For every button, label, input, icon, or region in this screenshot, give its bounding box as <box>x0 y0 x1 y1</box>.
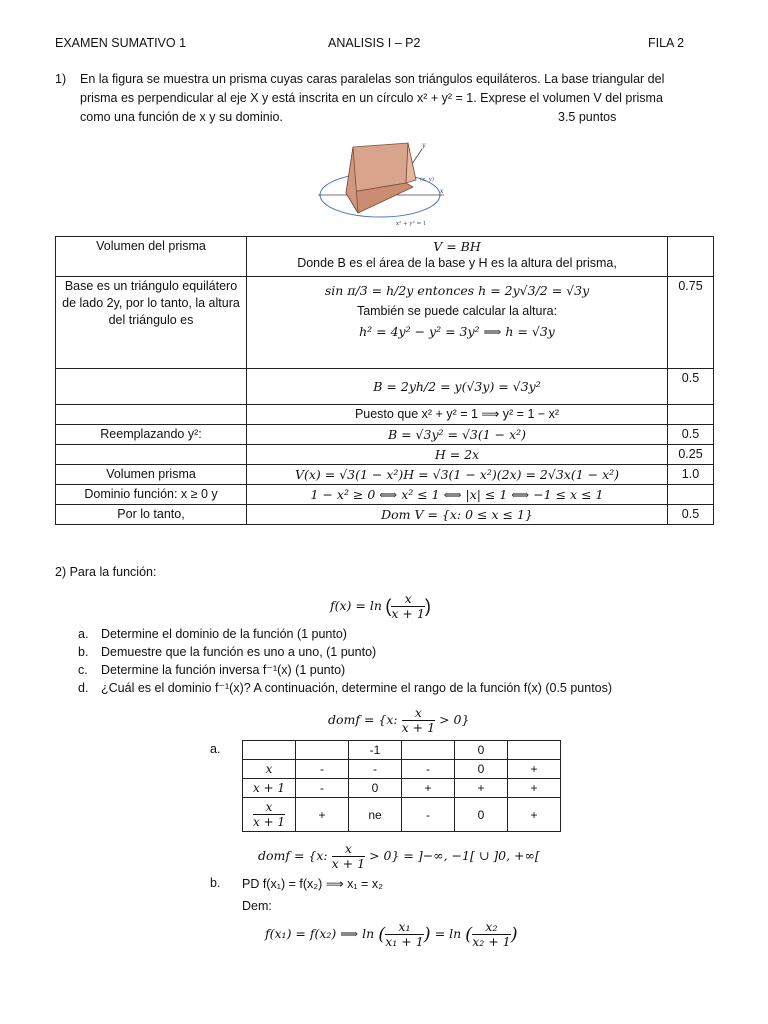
paren-left: ( <box>385 596 392 616</box>
table-cell <box>296 741 349 760</box>
formula: 1 − x² ≥ 0 ⟺ x² ≤ 1 ⟺ |x| ≤ 1 ⟺ −1 ≤ x ≤ 1 <box>247 485 668 505</box>
table-row <box>56 485 714 505</box>
table-cell: + <box>508 760 561 779</box>
paren-right: ) <box>510 924 518 945</box>
question-1 <box>55 70 715 127</box>
table-row <box>56 237 714 277</box>
table-row <box>243 741 561 760</box>
table-cell: 0 <box>455 741 508 760</box>
table-cell: - <box>296 760 349 779</box>
table-cell: Volumen del prisma <box>56 237 247 277</box>
eq-num-1: x₁ <box>385 920 423 935</box>
header-right: FILA 2 <box>648 36 685 50</box>
question-1-text <box>80 70 715 127</box>
sign-table <box>242 740 561 832</box>
table-cell: Volumen prisma <box>56 465 247 485</box>
table-cell: Reemplazando y²: <box>56 425 247 445</box>
formula: H = 2x <box>247 445 668 465</box>
table-cell: -1 <box>349 741 402 760</box>
domf2-num: x <box>332 842 365 857</box>
domf2-den: x + 1 <box>331 856 366 871</box>
table-cell <box>56 445 247 465</box>
domain-result <box>258 842 540 871</box>
header-center: ANALISIS I – P2 <box>328 36 421 50</box>
domf-den: x + 1 <box>401 720 436 735</box>
domf-num: x <box>402 706 435 721</box>
question-1-number: 1) <box>55 72 67 86</box>
table-row <box>56 465 714 485</box>
figure-circle-label: x² + y² = 1 <box>396 221 427 227</box>
table-cell <box>243 741 296 760</box>
domf-lhs: domf = {x: <box>328 712 398 727</box>
function-definition <box>330 592 431 621</box>
table-cell: + <box>296 798 349 832</box>
formula: Dom V = {x: 0 ≤ x ≤ 1} <box>247 505 668 525</box>
page-header <box>55 36 685 52</box>
points-cell: 0.5 <box>668 505 714 525</box>
part-a-label: a. <box>210 742 221 756</box>
points-cell: 0.75 <box>668 277 714 369</box>
eq-den-1: x₁ + 1 <box>385 934 424 949</box>
part-b-label: b. <box>210 876 221 890</box>
formula: B = √3y² = √3(1 − x²) <box>247 425 668 445</box>
formula: V = BH <box>433 239 481 254</box>
table-cell <box>402 741 455 760</box>
part-letter: a. <box>78 627 89 641</box>
table-cell: + <box>508 779 561 798</box>
table-cell <box>247 277 668 369</box>
table-cell <box>247 237 668 277</box>
table-cell <box>508 741 561 760</box>
question-2-intro: 2) Para la función: <box>55 565 157 579</box>
eq-den-2: x₂ + 1 <box>472 934 511 949</box>
eq-fraction-1 <box>385 920 423 949</box>
table-row <box>56 445 714 465</box>
table-cell: ne <box>349 798 402 832</box>
table-cell: 0 <box>349 779 402 798</box>
table-row <box>56 369 714 405</box>
question-1-points: 3.5 puntos <box>558 110 617 124</box>
points-cell <box>668 237 714 277</box>
points-cell <box>668 485 714 505</box>
ratio-fraction <box>253 800 285 829</box>
list-item <box>78 661 612 679</box>
eq-num-2: x₂ <box>472 920 510 935</box>
solution-table-1 <box>55 236 714 525</box>
fx-fraction <box>391 592 424 621</box>
points-cell: 0.5 <box>668 369 714 405</box>
proof-equation <box>265 920 518 949</box>
table-row <box>243 798 561 832</box>
domf2-rhs: > 0} = ]−∞, −1[ ∪ ]0, +∞[ <box>369 848 540 863</box>
table-cell: - <box>349 760 402 779</box>
figure-y-label: y <box>422 142 426 149</box>
header-left: EXAMEN SUMATIVO 1 <box>55 36 187 50</box>
domf-rhs: > 0} <box>439 712 470 727</box>
paren-left: ( <box>378 924 386 945</box>
table-cell: 0 <box>455 798 508 832</box>
eq-fraction-2 <box>472 920 510 949</box>
table-row <box>243 760 561 779</box>
domf2-fraction <box>332 842 365 871</box>
table-row <box>56 277 714 369</box>
question-1-line-1: En la figura se muestra un prisma cuyas caras paralelas son triángulos equiláteros. La base triangular del <box>80 72 665 86</box>
table-cell: x <box>243 760 296 779</box>
points-cell: 1.0 <box>668 465 714 485</box>
proof-label: Dem: <box>242 899 272 913</box>
part-text: Demuestre que la función es uno a uno, (1 punto) <box>101 645 377 659</box>
table-text: Donde B es el área de la base y H es la altura del prisma, <box>297 256 617 270</box>
prism-figure <box>318 135 448 230</box>
table-cell: Base es un triángulo equilátero de lado 2y, por lo tanto, la altura del triángulo es <box>56 277 247 369</box>
question-2-parts <box>78 625 612 697</box>
eq-lhs: f(x₁) = f(x₂) ⟹ ln <box>265 926 375 941</box>
fx-lhs: f(x) = ln <box>330 597 382 613</box>
table-cell: + <box>508 798 561 832</box>
paren-left: ( <box>465 924 473 945</box>
question-1-line-2: prisma es perpendicular al eje X y está inscrita en un círculo x² + y² = 1. Exprese el volumen V del prisma <box>80 91 663 105</box>
table-cell: - <box>402 760 455 779</box>
part-letter: c. <box>78 663 88 677</box>
part-text: ¿Cuál es el dominio f⁻¹(x)? A continuación, determine el rango de la función f(x) (0.5 puntos) <box>101 681 613 695</box>
table-cell: Por lo tanto, <box>56 505 247 525</box>
ratio-num: x <box>253 800 285 815</box>
table-cell <box>243 798 296 832</box>
part-letter: d. <box>78 681 89 695</box>
list-item <box>78 679 612 697</box>
fx-num: x <box>391 592 424 607</box>
table-cell: + <box>455 779 508 798</box>
table-cell: - <box>296 779 349 798</box>
points-cell: 0.25 <box>668 445 714 465</box>
proof-statement: PD f(x₁) = f(x₂) ⟹ x₁ = x₂ <box>242 877 383 891</box>
table-cell: Puesto que x² + y² = 1 ⟹ y² = 1 − x² <box>247 405 668 425</box>
question-1-line-3: como una función de x y su dominio. <box>80 110 283 124</box>
domain-definition <box>328 706 469 735</box>
formula: h² = 4y² − y² = 3y² ⟹ h = √3y <box>359 324 555 339</box>
table-text: También se puede calcular la altura: <box>356 304 558 318</box>
formula: sin π/3 = h/2y entonces h = 2y√3/2 = √3y <box>324 283 590 298</box>
table-cell: Dominio función: x ≥ 0 y <box>56 485 247 505</box>
part-text: Determine el dominio de la función (1 punto) <box>101 627 347 641</box>
points-cell <box>668 405 714 425</box>
paren-right: ) <box>423 924 431 945</box>
part-text: Determine la función inversa f⁻¹(x) (1 punto) <box>101 663 346 677</box>
figure-x-label: x <box>440 188 444 195</box>
formula: B = 2yh/2 = y(√3y) = √3y² <box>373 378 541 394</box>
points-cell: 0.5 <box>668 425 714 445</box>
table-cell: 0 <box>455 760 508 779</box>
table-row <box>56 405 714 425</box>
table-cell: x + 1 <box>243 779 296 798</box>
part-letter: b. <box>78 645 89 659</box>
table-row <box>243 779 561 798</box>
domf-fraction <box>402 706 435 735</box>
domf2-lhs: domf = {x: <box>258 848 328 863</box>
list-item <box>78 643 612 661</box>
ratio-den: x + 1 <box>252 815 286 829</box>
table-cell: - <box>402 798 455 832</box>
eq-mid: = ln <box>434 926 462 941</box>
fx-den: x + 1 <box>391 606 425 621</box>
paren-right: ) <box>424 596 431 616</box>
list-item <box>78 625 612 643</box>
figure-point-label: (x, y) <box>420 177 434 183</box>
formula: V(x) = √3(1 − x²)H = √3(1 − x²)(2x) = 2√3x(1 − x²) <box>247 465 668 485</box>
table-row <box>56 505 714 525</box>
table-cell: + <box>402 779 455 798</box>
table-cell <box>56 369 247 405</box>
table-cell <box>56 405 247 425</box>
table-cell <box>247 369 668 405</box>
prism-face-side <box>406 143 416 183</box>
table-row <box>56 425 714 445</box>
